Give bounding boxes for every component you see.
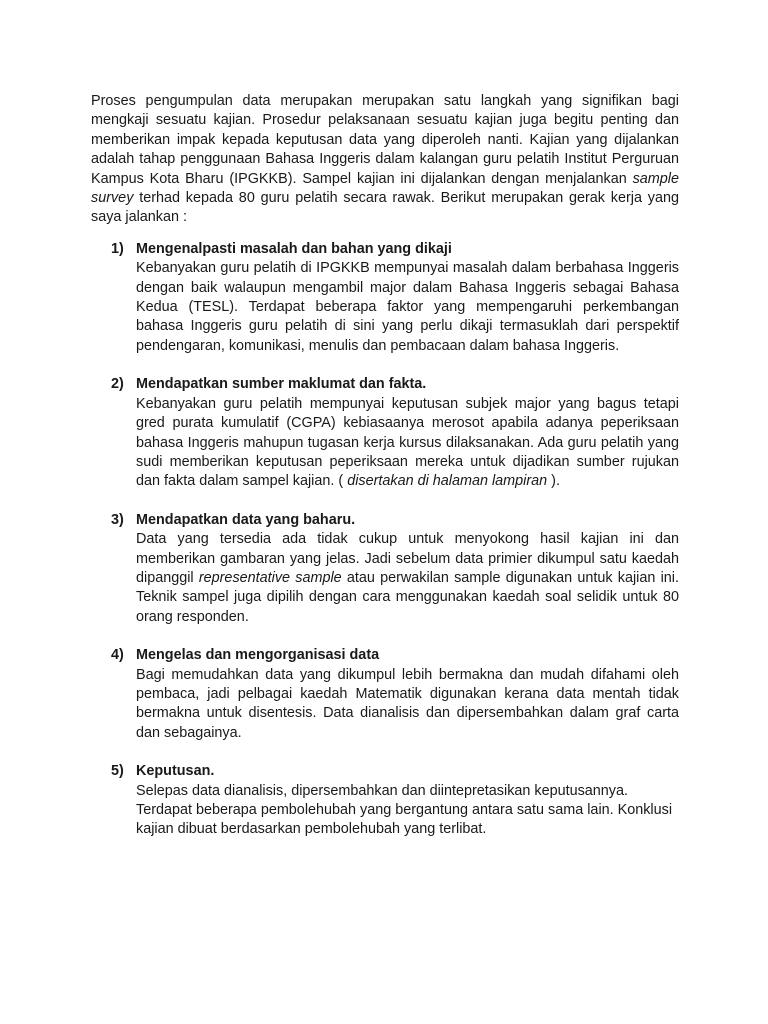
list-item (91, 240, 679, 356)
intro-italic-term: sample survey (91, 170, 679, 207)
item-body-text: Kebanyakan guru pelatih mempunyai keputusan subjek major yang bagus tetapi gred purata kumulatif (CGPA) kebiasaanya merosot apabila adanya peperiksaan bahasa Inggeris mahupun tugasan kerja kursus dilaksanakan. Ada guru pelatih yang sudi memberikan keputusan peperiksaan mereka untuk dijadikan sumber rujukan dan fakta dalam sampel kajian. ( (136, 395, 679, 490)
item-number: 5) (111, 763, 124, 780)
item-body-text: Data yang tersedia ada tidak cukup untuk menyokong hasil kajian ini dan memberikan gambaran yang jelas. Jadi sebelum data primier dikumpul satu kaedah dipanggil (136, 531, 679, 586)
item-title: Mengenalpasti masalah dan bahan yang dikaji (136, 240, 452, 257)
item-title: Mendapatkan sumber maklumat dan fakta. (136, 376, 427, 393)
list-item (91, 762, 679, 840)
item-number: 4) (111, 647, 124, 664)
item-body: Selepas data dianalisis, dipersembahkan dan diintepretasikan keputusannya. Terdapat beberapa pembolehubah yang bergantung antara satu sama lain. Konklusi kajian dibuat berdasarkan pembolehubah yang terlibat. (136, 782, 673, 838)
item-title: Mengelas dan mengorganisasi data (136, 647, 380, 664)
intro-text-end: terhad kepada 80 guru pelatih secara rawak. Berikut merupakan gerak kerja yang saya jalankan : (91, 190, 679, 226)
step-list (91, 240, 679, 840)
item-number: 1) (111, 240, 124, 257)
item-body: Bagi memudahkan data yang dikumpul lebih bermakna dan mudah difahami oleh pembaca, jadi pelbagai kaedah Matematik digunakan kerana data mentah tidak bermakna untuk disentesis. Data dianalisis dan dipersembahkan dalam graf carta dan sebagainya. (136, 666, 679, 741)
item-body-text-end: atau perwakilan sample digunakan untuk kajian ini. Teknik sampel juga dipilih dengan cara menggunakan kaedah soal selidik untuk 80 orang responden. (136, 569, 679, 625)
item-body-italic: disertakan di halaman lampiran (347, 473, 548, 490)
item-body: Kebanyakan guru pelatih di IPGKKB mempunyai masalah dalam berbahasa Inggeris dengan baik walaupun mengambil major dalam Bahasa Inggeris sebagai Bahasa Kedua (TESL). Terdapat beberapa faktor yang mempengaruhi perkembangan bahasa Inggeris guru pelatih di sini yang perlu dikaji termasuklah dari perspektif pendengaran, komunikasi, menulis dan pembacaan dalam bahasa Inggeris. (136, 260, 679, 354)
item-body (136, 530, 679, 627)
list-item (91, 511, 679, 627)
item-number: 3) (111, 511, 124, 528)
item-body-text-end: ). (547, 473, 560, 490)
item-body-italic: representative sample (198, 569, 342, 586)
list-item (91, 646, 679, 743)
item-title: Keputusan. (136, 763, 215, 780)
list-item (91, 375, 679, 491)
document-page (91, 92, 679, 859)
intro-paragraph (91, 92, 679, 228)
intro-text: Proses pengumpulan data merupakan merupakan satu langkah yang signifikan bagi mengkaji sesuatu kajian. Prosedur pelaksanaan sesuatu kajian juga begitu penting dan memberikan impak kepada keputusan data yang diperoleh nanti. Kajian yang dijalankan adalah tahap penggunaan Bahasa Inggeris dalam kalangan guru pelatih Institut Perguruan Kampus Kota Bharu (IPGKKB). Sampel kajian ini dijalankan dengan menjalankan (91, 93, 679, 187)
item-body (136, 395, 679, 492)
item-number: 2) (111, 376, 124, 393)
item-title: Mendapatkan data yang baharu. (136, 511, 356, 528)
